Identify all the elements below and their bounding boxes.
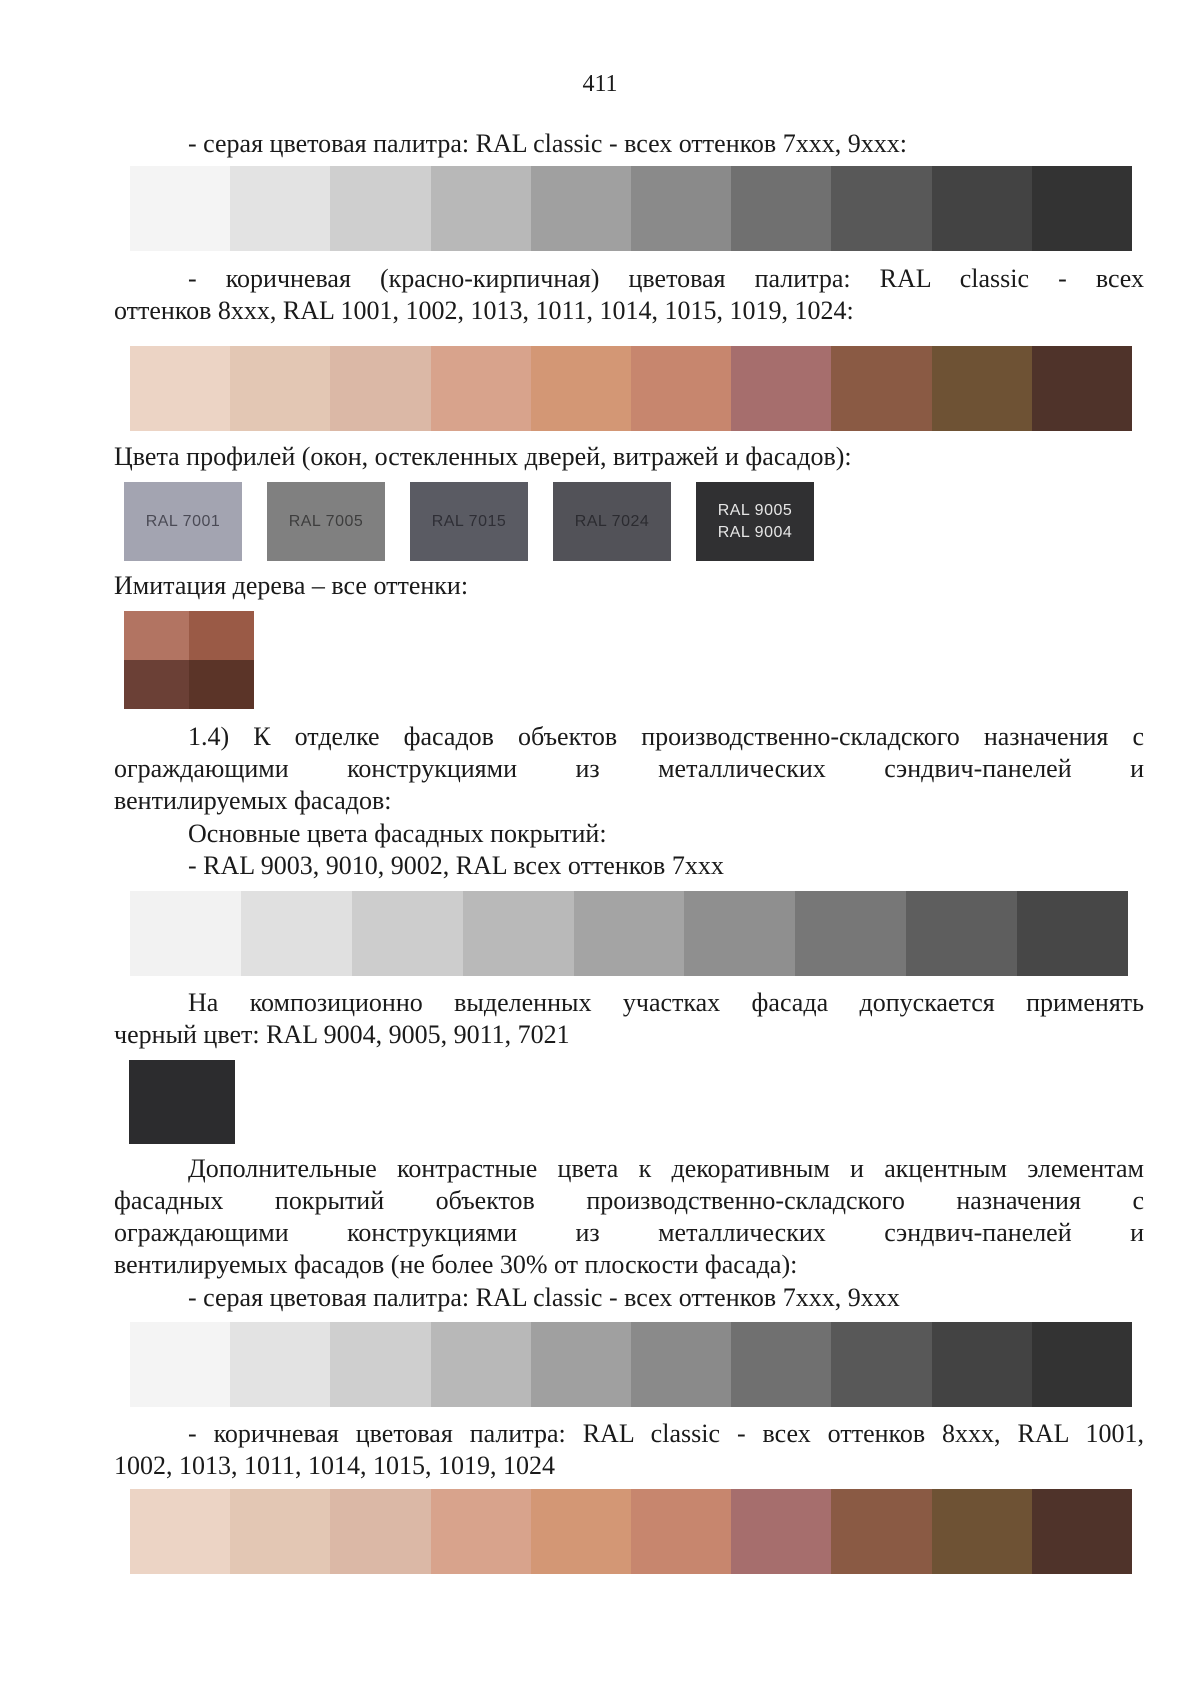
profile-chip-ral-7024 bbox=[553, 482, 671, 561]
brown-palette-intro bbox=[114, 263, 1144, 327]
color-swatch bbox=[431, 346, 531, 431]
color-swatch bbox=[1017, 891, 1128, 976]
color-swatch bbox=[1032, 166, 1132, 251]
section-1-4-line1: 1.4) К отделке фасадов объектов производственно-складского назначения с bbox=[188, 722, 1144, 751]
section-1-4-line3: вентилируемых фасадов: bbox=[114, 786, 392, 815]
page-number: 411 bbox=[582, 71, 618, 97]
color-swatch bbox=[230, 346, 330, 431]
color-swatch bbox=[531, 1322, 631, 1407]
brown-palette-intro-line1: - коричневая (красно-кирпичная) цветовая палитра: RAL classic - всех bbox=[188, 264, 1144, 293]
color-swatch bbox=[831, 346, 931, 431]
additional-colors-line3: ограждающими конструкциями из металлических сэндвич-панелей и bbox=[114, 1218, 1144, 1247]
profile-chip-label: RAL 7001 bbox=[145, 512, 221, 530]
brown-palette-intro-2-line2: 1002, 1013, 1011, 1014, 1015, 1019, 1024 bbox=[114, 1451, 556, 1480]
grey-palette-2 bbox=[130, 1322, 1132, 1407]
additional-colors-paragraph bbox=[114, 1153, 1144, 1281]
color-swatch bbox=[795, 891, 906, 976]
wood-swatch bbox=[124, 611, 189, 660]
additional-colors-line2: фасадных покрытий объектов производственно-складского назначения с bbox=[114, 1186, 1144, 1215]
color-swatch bbox=[130, 166, 230, 251]
profile-chip-ral-7005 bbox=[267, 482, 385, 561]
profile-chip-label-2: RAL 9004 bbox=[717, 523, 793, 541]
color-swatch bbox=[1032, 1322, 1132, 1407]
section-1-4-line2: ограждающими конструкциями из металлических сэндвич-панелей и bbox=[114, 754, 1144, 783]
color-swatch bbox=[831, 1322, 931, 1407]
color-swatch bbox=[574, 891, 685, 976]
color-swatch bbox=[241, 891, 352, 976]
grey-palette-intro-2: - серая цветовая палитра: RAL classic - всех оттенков 7xxx, 9xxx bbox=[188, 1283, 900, 1312]
brown-palette-intro-2 bbox=[114, 1418, 1144, 1482]
color-swatch bbox=[631, 166, 731, 251]
profile-chip-ral-7001 bbox=[124, 482, 242, 561]
color-swatch bbox=[330, 1489, 430, 1574]
color-swatch bbox=[431, 1322, 531, 1407]
black-color-line2: черный цвет: RAL 9004, 9005, 9011, 7021 bbox=[114, 1020, 570, 1049]
black-color-paragraph bbox=[114, 987, 1144, 1051]
profile-chip-ral-7015 bbox=[410, 482, 528, 561]
color-swatch bbox=[130, 1489, 230, 1574]
color-swatch bbox=[1032, 1489, 1132, 1574]
color-swatch bbox=[130, 1322, 230, 1407]
color-swatch bbox=[531, 166, 631, 251]
color-swatch bbox=[330, 1322, 430, 1407]
wood-swatch bbox=[124, 660, 189, 709]
color-swatch bbox=[831, 1489, 931, 1574]
additional-colors-line1: Дополнительные контрастные цвета к декоративным и акцентным элементам bbox=[188, 1154, 1144, 1183]
wood-swatch bbox=[189, 611, 254, 660]
color-swatch bbox=[631, 346, 731, 431]
color-swatch bbox=[130, 346, 230, 431]
color-swatch bbox=[463, 891, 574, 976]
main-colors-list: - RAL 9003, 9010, 9002, RAL всех оттенков 7xxx bbox=[188, 851, 724, 880]
black-color-line1: На композиционно выделенных участках фасада допускается применять bbox=[188, 988, 1144, 1017]
brown-palette-intro-2-line1: - коричневая цветовая палитра: RAL classic - всех оттенков 8xxx, RAL 1001, bbox=[188, 1419, 1144, 1448]
grey-palette-intro: - серая цветовая палитра: RAL classic - всех оттенков 7xxx, 9xxx: bbox=[188, 129, 907, 158]
brown-palette-intro-line2: оттенков 8xxx, RAL 1001, 1002, 1013, 1011, 1014, 1015, 1019, 1024: bbox=[114, 296, 854, 325]
profile-chip-label: RAL 7005 bbox=[288, 512, 364, 530]
color-swatch bbox=[731, 1322, 831, 1407]
grey-palette bbox=[130, 166, 1132, 251]
color-swatch bbox=[831, 166, 931, 251]
wood-swatches bbox=[124, 611, 254, 709]
color-swatch bbox=[431, 1489, 531, 1574]
black-swatch bbox=[129, 1060, 235, 1144]
color-swatch bbox=[330, 166, 430, 251]
additional-colors-line4: вентилируемых фасадов (не более 30% от плоскости фасада): bbox=[114, 1250, 798, 1279]
brown-palette-2 bbox=[130, 1489, 1132, 1574]
color-swatch bbox=[631, 1489, 731, 1574]
color-swatch bbox=[230, 1322, 330, 1407]
color-swatch bbox=[330, 346, 430, 431]
color-swatch bbox=[230, 166, 330, 251]
profiles-heading: Цвета профилей (окон, остекленных дверей, витражей и фасадов): bbox=[114, 442, 852, 471]
wood-heading: Имитация дерева – все оттенки: bbox=[114, 571, 469, 600]
wood-swatch bbox=[189, 660, 254, 709]
color-swatch bbox=[684, 891, 795, 976]
color-swatch bbox=[932, 1489, 1032, 1574]
color-swatch bbox=[932, 1322, 1032, 1407]
profile-chip-ral-9005-9004 bbox=[696, 482, 814, 561]
color-swatch bbox=[130, 891, 241, 976]
color-swatch bbox=[906, 891, 1017, 976]
color-swatch bbox=[731, 1489, 831, 1574]
color-swatch bbox=[230, 1489, 330, 1574]
profile-chip-label: RAL 9005 bbox=[717, 501, 793, 519]
color-swatch bbox=[1032, 346, 1132, 431]
color-swatch bbox=[531, 346, 631, 431]
section-1-4-paragraph bbox=[114, 721, 1144, 817]
color-swatch bbox=[531, 1489, 631, 1574]
brown-palette bbox=[130, 346, 1132, 431]
color-swatch bbox=[431, 166, 531, 251]
color-swatch bbox=[932, 346, 1032, 431]
profile-chip-label: RAL 7024 bbox=[574, 512, 650, 530]
profile-chip-label: RAL 7015 bbox=[431, 512, 507, 530]
main-grey-palette bbox=[130, 891, 1128, 976]
color-swatch bbox=[731, 166, 831, 251]
main-colors-heading: Основные цвета фасадных покрытий: bbox=[188, 819, 607, 848]
color-swatch bbox=[352, 891, 463, 976]
color-swatch bbox=[631, 1322, 731, 1407]
color-swatch bbox=[731, 346, 831, 431]
color-swatch bbox=[932, 166, 1032, 251]
